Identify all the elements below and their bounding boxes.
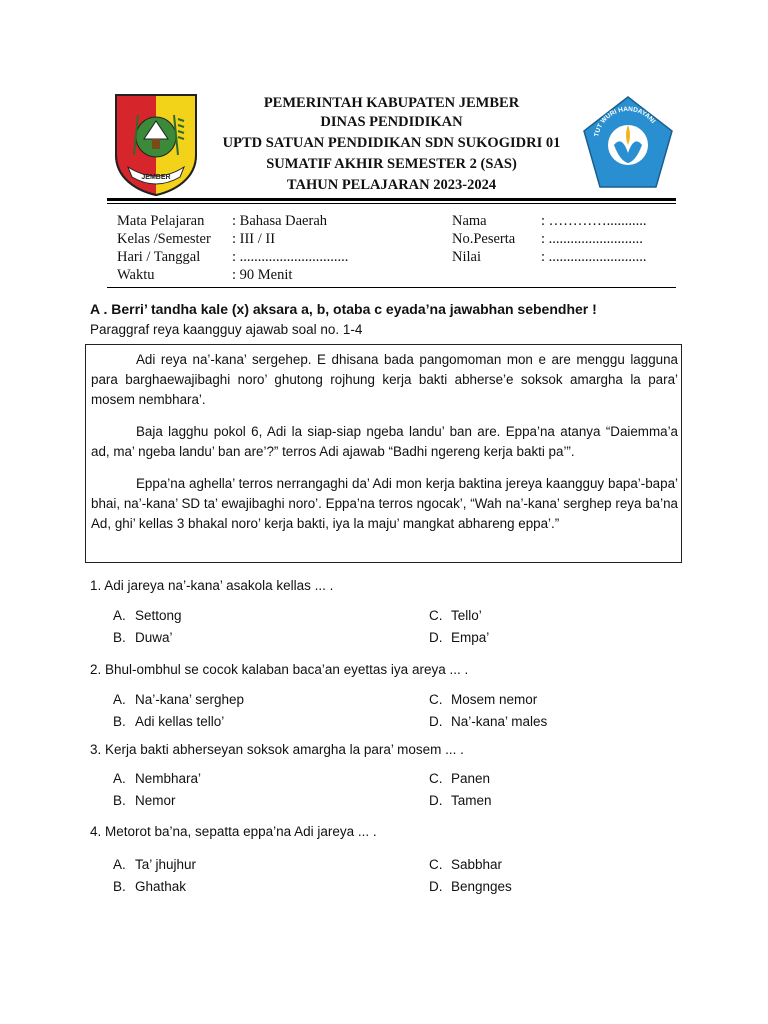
passage-paragraph-2: Baja lagghu pokol 6, Adi la siap-siap ngeba landu’ ban are. Eppa’na atanya “Daiemma’a ad, ma’ ngeba landu’ ban are’?” terros Adi ajawab “Badhi ngereng kerja bakti pa’”. xyxy=(91,424,678,459)
participant-number-field[interactable]: : .......................... xyxy=(541,231,643,247)
q3-option-c[interactable] xyxy=(429,771,490,786)
q3-option-d[interactable] xyxy=(429,793,492,808)
q1-option-c[interactable] xyxy=(429,608,482,623)
option-letter: D. xyxy=(429,714,443,729)
header-line-1: PEMERINTAH KABUPATEN JEMBER xyxy=(263,95,520,111)
info-label: Hari / Tanggal xyxy=(117,249,201,265)
option-text: Na’-kana’ males xyxy=(451,714,548,729)
option-text: Tello’ xyxy=(451,608,482,623)
option-letter: A. xyxy=(113,857,126,872)
option-text: Tamen xyxy=(451,793,492,808)
option-letter: D. xyxy=(429,879,443,894)
info-value: : III / II xyxy=(232,231,276,247)
section-title: A . Berri’ tandha kale (x) aksara a, b, otaba c eyada’na jawabhan sebendher ! xyxy=(90,301,597,317)
q2-option-d[interactable] xyxy=(429,714,547,729)
info-rule xyxy=(107,287,676,288)
q4-option-c[interactable] xyxy=(429,857,502,872)
q2-option-b[interactable] xyxy=(113,714,224,729)
q2-option-a[interactable] xyxy=(113,692,244,707)
option-letter: C. xyxy=(429,857,443,872)
question-4: 4. Metorot ba’na, sepatta eppa’na Adi jareya ... . xyxy=(90,824,377,839)
option-text: Ta’ jhujhur xyxy=(135,857,197,872)
name-field[interactable]: : …………........... xyxy=(541,213,647,229)
q4-option-b[interactable] xyxy=(113,879,186,894)
option-text: Ghathak xyxy=(135,879,187,894)
question-2: 2. Bhul-ombhul se cocok kalaban baca’an eyettas iya areya ... . xyxy=(90,662,469,677)
question-3: 3. Kerja bakti abherseyan soksok amargha la para’ mosem ... . xyxy=(90,742,464,757)
option-letter: D. xyxy=(429,630,443,645)
passage-paragraph-1: Adi reya na’-kana’ sergehep. E dhisana bada pangomoman mon e are menggu lagguna para barghaewajibaghi noro’ ghutong rojhung kerja bakti abherse’e soksok amargha la para’ mosem nembhara’. xyxy=(91,352,678,407)
info-label: No.Peserta xyxy=(452,231,516,247)
header-line-5: TAHUN PELAJARAN 2023-2024 xyxy=(286,177,497,193)
option-text: Mosem nemor xyxy=(451,692,538,707)
option-letter: C. xyxy=(429,692,443,707)
option-text: Sabbhar xyxy=(451,857,503,872)
option-text: Panen xyxy=(451,771,491,786)
q4-option-a[interactable] xyxy=(113,857,196,872)
jember-logo-ribbon-text: JEMBER xyxy=(141,174,171,181)
score-field[interactable]: : ........................... xyxy=(541,249,647,265)
q3-option-a[interactable] xyxy=(113,771,201,786)
option-text: Bengnges xyxy=(451,879,512,894)
info-value: : .............................. xyxy=(232,249,349,265)
info-label: Nilai xyxy=(452,249,481,265)
option-letter: A. xyxy=(113,692,126,707)
header-line-3: UPTD SATUAN PENDIDIKAN SDN SUKOGIDRI 01 xyxy=(222,135,561,151)
info-value: : Bahasa Daerah xyxy=(232,213,328,229)
header-rule-thick xyxy=(107,198,676,201)
option-text: Settong xyxy=(135,608,182,623)
option-letter: B. xyxy=(113,879,126,894)
option-text: Adi kellas tello’ xyxy=(135,714,225,729)
option-text: Empa’ xyxy=(451,630,490,645)
info-label: Nama xyxy=(452,213,487,229)
q1-option-d[interactable] xyxy=(429,630,489,645)
passage-paragraph-3: Eppa’na aghella’ terros nerrangaghi da’ Adi mon kerja baktina jereya kaangguy bapa’-bapa’ bhai, na’-kana’ SD ta’ ewajibaghi noro’. Eppa’na terros ngocak’, “Wah na’-kana’ serghep reya ba’na Ad, ghi’ kellas 3 bhakal noro’ kerja bakti, iya la maju’ mangkat abhareng eppa’.” xyxy=(91,476,678,531)
info-value: : 90 Menit xyxy=(232,267,293,283)
option-letter: B. xyxy=(113,793,126,808)
option-letter: B. xyxy=(113,630,126,645)
option-letter: D. xyxy=(429,793,443,808)
q2-option-c[interactable] xyxy=(429,692,537,707)
section-intro: Paraggraf reya kaangguy ajawab soal no. 1-4 xyxy=(90,322,363,337)
info-label: Waktu xyxy=(117,267,155,283)
option-text: Na’-kana’ serghep xyxy=(135,692,245,707)
q4-option-d[interactable] xyxy=(429,879,512,894)
option-text: Nemor xyxy=(135,793,176,808)
header-line-4: SUMATIF AKHIR SEMESTER 2 (SAS) xyxy=(266,156,517,172)
header-line-2: DINAS PENDIDIKAN xyxy=(320,114,463,130)
q3-option-b[interactable] xyxy=(113,793,176,808)
question-1: 1. Adi jareya na’-kana’ asakola kellas ... . xyxy=(90,578,334,593)
info-label: Mata Pelajaran xyxy=(117,213,205,229)
info-label: Kelas /Semester xyxy=(117,231,211,247)
option-text: Duwa’ xyxy=(135,630,173,645)
option-text: Nembhara’ xyxy=(135,771,202,786)
tut-wuri-arc-text: TUT WURI HANDAYANI xyxy=(593,105,657,138)
option-letter: C. xyxy=(429,608,443,623)
q1-option-a[interactable] xyxy=(113,608,182,623)
option-letter: A. xyxy=(113,771,126,786)
option-letter: C. xyxy=(429,771,443,786)
option-letter: B. xyxy=(113,714,126,729)
reading-passage-box xyxy=(85,344,682,563)
header-rule-thin xyxy=(107,203,676,204)
q1-option-b[interactable] xyxy=(113,630,173,645)
option-letter: A. xyxy=(113,608,126,623)
